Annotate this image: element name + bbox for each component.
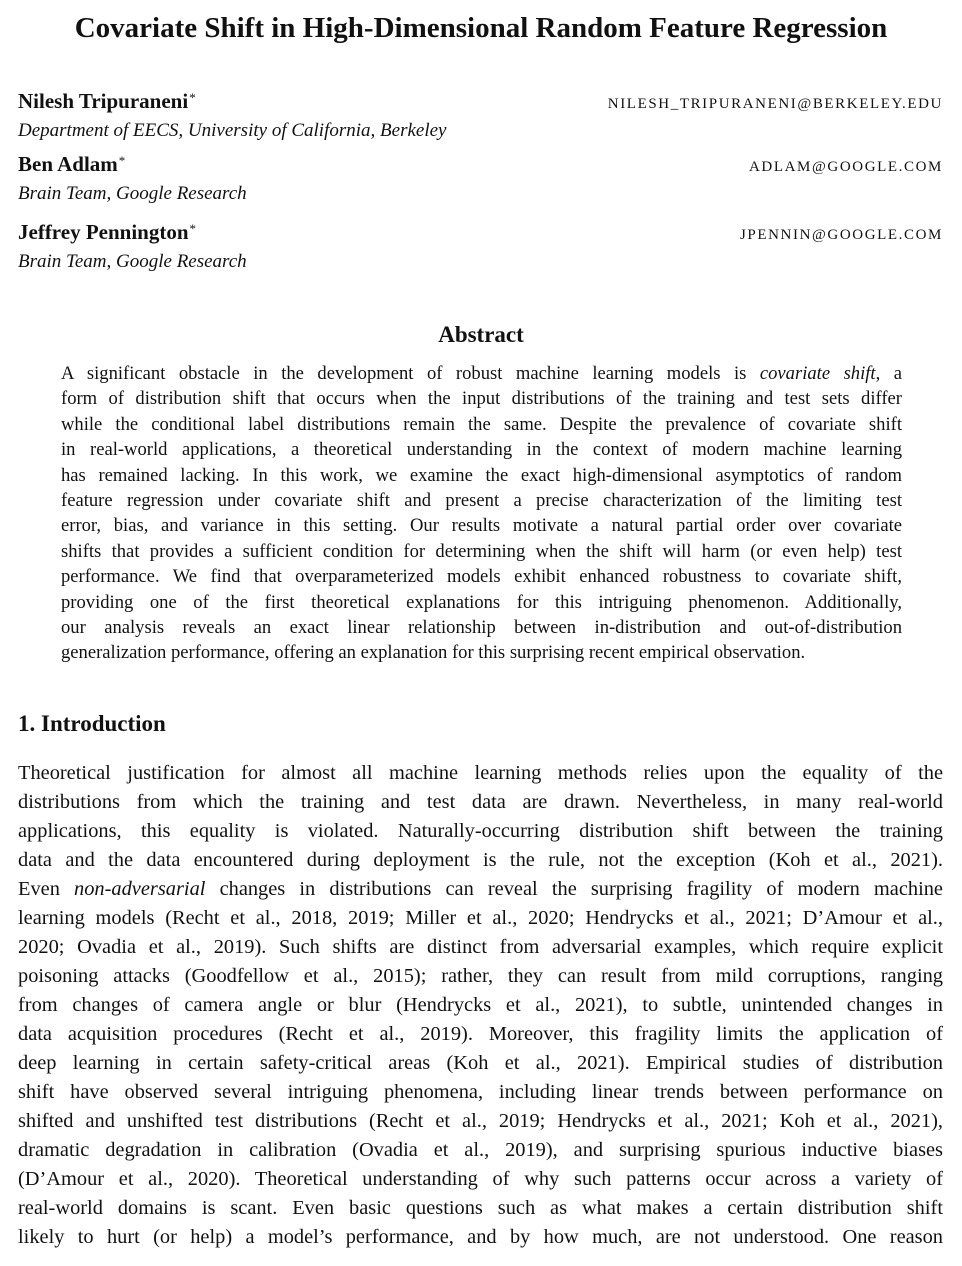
author-email: NILESH_TRIPURANENI@BERKELEY.EDU — [607, 96, 943, 112]
author-email: ADLAM@GOOGLE.COM — [749, 159, 943, 175]
abstract-line: error, bias, and variance in this setting. Our results motivate a natural partial order over covariate — [61, 515, 902, 537]
body-line: data and the data encountered during deployment is the rule, not the exception (Koh et al., 2021). — [18, 849, 943, 871]
body-line: Even non-adversarial changes in distributions can reveal the surprising fragility of modern machine — [18, 878, 943, 900]
author-affiliation: Department of EECS, University of California, Berkeley — [18, 120, 447, 141]
abstract-line: our analysis reveals an exact linear relationship between in-distribution and out-of-distribution — [61, 616, 902, 638]
abstract-line: shifts that provides a sufficient condition for determining when the shift will harm (or even help) test — [61, 540, 902, 562]
body-line: (D’Amour et al., 2020). Theoretical understanding of why such patterns occur across a variety of — [18, 1168, 943, 1190]
abstract-line: in real-world applications, a theoretical understanding in the context of modern machine learning — [61, 439, 902, 461]
body-line: learning models (Recht et al., 2018, 2019; Miller et al., 2020; Hendrycks et al., 2021; D’Amour et al., — [18, 907, 943, 929]
equal-contribution-mark: * — [118, 153, 126, 168]
abstract-line: feature regression under covariate shift and present a precise characterization of the limiting test — [61, 489, 902, 511]
abstract-line: providing one of the first theoretical explanations for this intriguing phenomenon. Additionally, — [61, 591, 902, 613]
equal-contribution-mark: * — [189, 221, 197, 236]
body-line: shift have observed several intriguing phenomena, including linear trends between performance on — [18, 1081, 943, 1103]
author-row — [18, 84, 943, 118]
emphasis-term: non-adversarial — [74, 878, 206, 900]
body-line: shifted and unshifted test distributions (Recht et al., 2019; Hendrycks et al., 2021; Koh et al., 2021), — [18, 1110, 943, 1132]
body-line: from changes of camera angle or blur (Hendrycks et al., 2021), to subtle, unintended changes in — [18, 994, 943, 1016]
body-line: 2020; Ovadia et al., 2019). Such shifts are distinct from adversarial examples, which require explicit — [18, 936, 943, 958]
author-block — [18, 84, 943, 144]
abstract-line: performance. We find that overparameterized models exhibit enhanced robustness to covariate shift, — [61, 566, 902, 588]
emphasis-term: covariate shift — [759, 363, 876, 384]
body-line: applications, this equality is violated. Naturally-occurring distribution shift between the training — [18, 820, 943, 842]
author-email: JPENNIN@GOOGLE.COM — [739, 227, 943, 243]
abstract-line: A significant obstacle in the development of robust machine learning models is covariate shift, a — [61, 363, 902, 384]
author-affiliation: Brain Team, Google Research — [18, 251, 247, 272]
equal-contribution-mark: * — [189, 90, 196, 105]
body-line: likely to hurt (or help) a model’s performance, and by how much, are not understood. One reason — [18, 1226, 943, 1248]
body-line: distributions from which the training and test data are drawn. Nevertheless, in many real-world — [18, 791, 943, 813]
body-line: real-world domains is scant. Even basic questions such as what makes a certain distribution shift — [18, 1197, 943, 1219]
body-line: dramatic degradation in calibration (Ovadia et al., 2019), and surprising spurious inductive biases — [18, 1139, 943, 1161]
paper-title: Covariate Shift in High-Dimensional Random Feature Regression — [74, 12, 888, 44]
introduction-text — [18, 759, 943, 1252]
abstract-line: has remained lacking. In this work, we examine the exact high-dimensional asymptotics of random — [61, 464, 902, 486]
author-affiliation: Brain Team, Google Research — [18, 183, 247, 204]
body-line: deep learning in certain safety-critical areas (Koh et al., 2021). Empirical studies of distribution — [18, 1052, 943, 1074]
author-name: Ben Adlam* — [18, 152, 126, 176]
author-block — [18, 215, 943, 275]
author-row — [18, 147, 943, 181]
author-name: Nilesh Tripuraneni* — [18, 89, 196, 113]
author-name: Jeffrey Pennington* — [18, 220, 197, 244]
abstract-line: while the conditional label distributions remain the same. Despite the prevalence of covariate shift — [61, 413, 902, 435]
abstract-heading: Abstract — [438, 322, 524, 347]
body-line: poisoning attacks (Goodfellow et al., 2015); rather, they can result from mild corruptions, ranging — [18, 965, 943, 987]
author-row — [18, 215, 943, 249]
body-line: data acquisition procedures (Recht et al., 2019). Moreover, this fragility limits the application of — [18, 1023, 943, 1045]
author-block — [18, 147, 943, 207]
body-line: Theoretical justification for almost all machine learning methods relies upon the equality of the — [18, 762, 943, 784]
section-heading: 1. Introduction — [18, 711, 166, 736]
abstract-line: form of distribution shift that occurs when the input distributions of the training and test sets differ — [61, 388, 902, 410]
abstract-text — [61, 361, 902, 666]
abstract-line: generalization performance, offering an explanation for this surprising recent empirical observation. — [61, 642, 806, 664]
